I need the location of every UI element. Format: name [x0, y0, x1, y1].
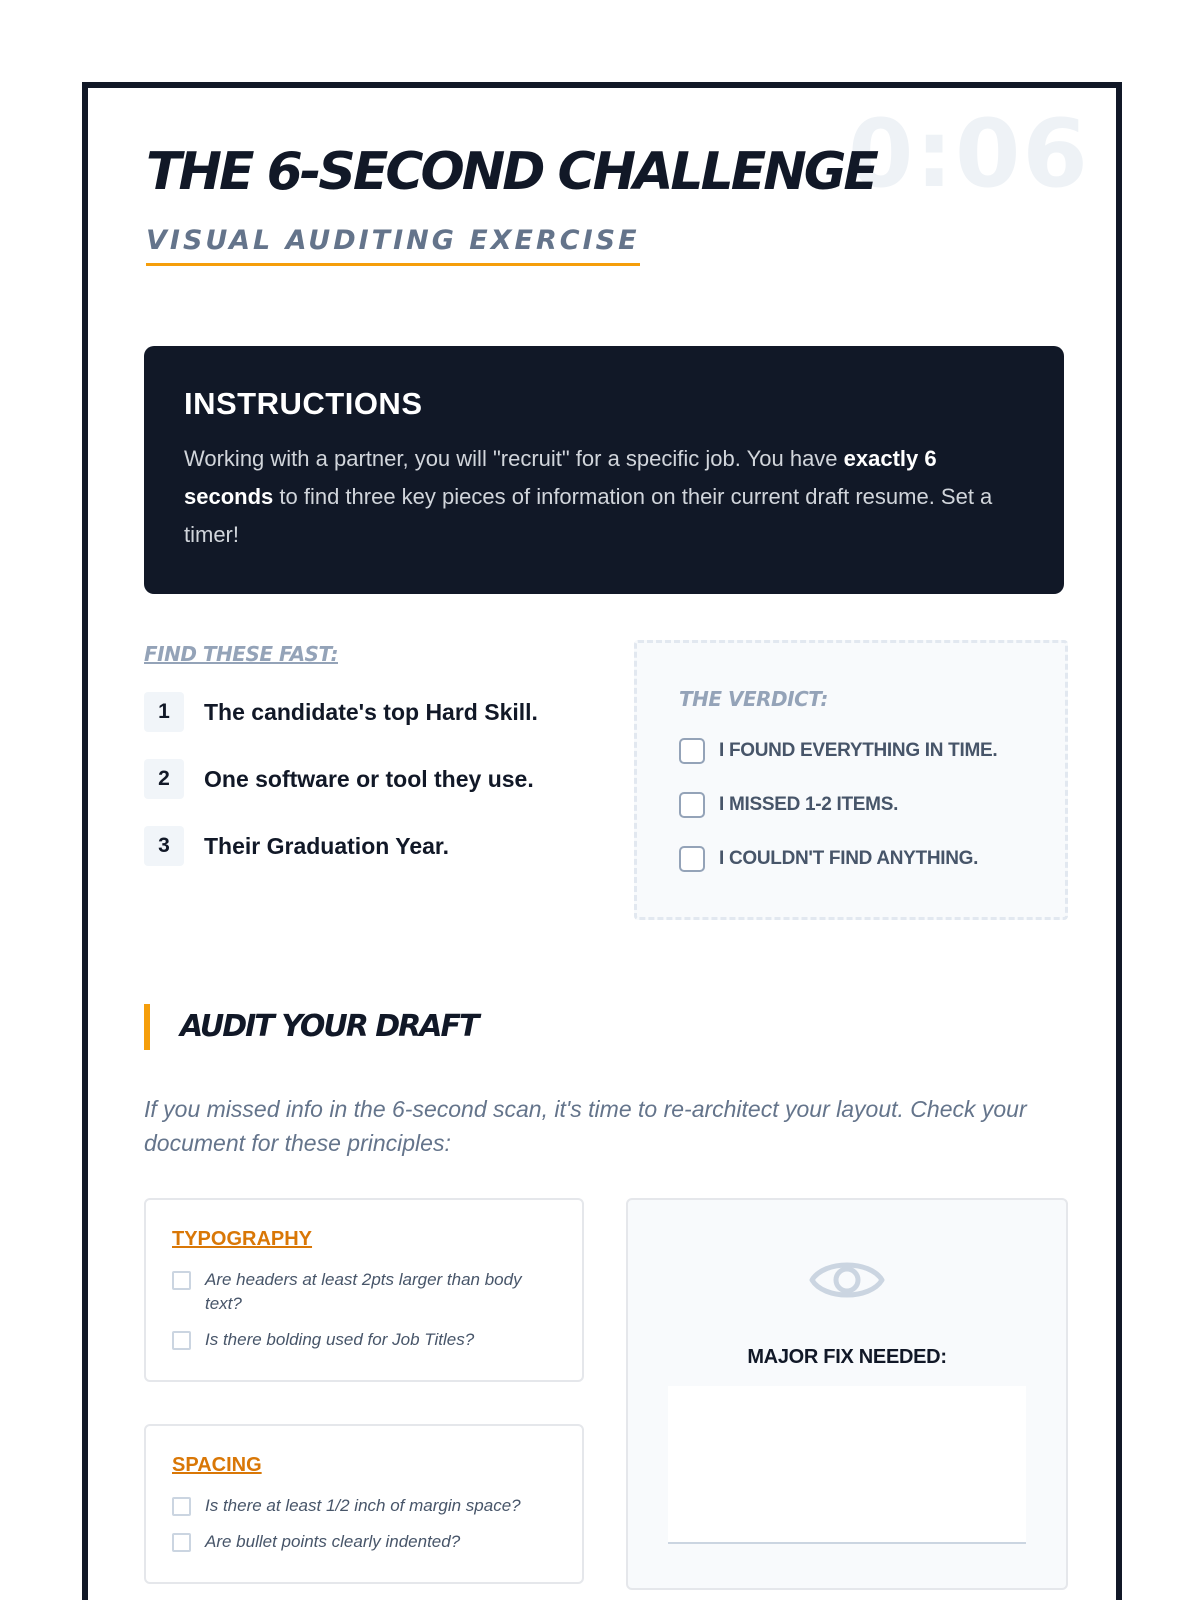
- audit-description: If you missed info in the 6-second scan, it's time to re-architect your layout. Check your document for these principles:: [144, 1096, 1027, 1156]
- timer-watermark: 0:06: [848, 100, 1090, 209]
- find-item: [144, 826, 584, 866]
- worksheet: [82, 82, 1122, 1600]
- find-item-text: One software or tool they use.: [204, 765, 534, 792]
- verdict-option[interactable]: [679, 845, 1065, 873]
- find-item-number: 1: [144, 692, 184, 732]
- find-item: [144, 692, 584, 732]
- major-fix-label: MAJOR FIX NEEDED:: [747, 1346, 947, 1368]
- verdict-checkbox[interactable]: [679, 846, 705, 872]
- verdict-option[interactable]: [679, 737, 1065, 765]
- verdict-heading: THE VERDICT:: [679, 687, 828, 711]
- typography-checkbox[interactable]: [172, 1331, 191, 1350]
- page-title: THE 6-SECOND CHALLENGE: [146, 142, 876, 202]
- instructions-text-start: Working with a partner, you will "recruit" for a specific job. You have: [184, 446, 844, 471]
- find-item-number: 3: [144, 826, 184, 866]
- spacing-check[interactable]: [172, 1494, 556, 1518]
- spacing-check[interactable]: [172, 1530, 556, 1554]
- verdict-option[interactable]: [679, 791, 1065, 819]
- instructions-text-bold: exactly 6 seconds: [184, 446, 937, 509]
- major-fix-input[interactable]: [668, 1386, 1026, 1544]
- page-subtitle: VISUAL AUDITING EXERCISE: [146, 224, 640, 266]
- find-heading: FIND THESE FAST:: [144, 642, 338, 666]
- spacing-checkbox[interactable]: [172, 1497, 191, 1516]
- verdict-panel: [634, 640, 1068, 920]
- instructions-text-end: to find three key pieces of information on their current draft resume. Set a timer!: [184, 484, 993, 547]
- instructions-heading: INSTRUCTIONS: [184, 386, 423, 421]
- verdict-option-label: I FOUND EVERYTHING IN TIME.: [719, 740, 998, 761]
- spacing-check-label: Is there at least 1/2 inch of margin space?: [205, 1496, 521, 1515]
- verdict-checkbox[interactable]: [679, 792, 705, 818]
- verdict-option-label: I COULDN'T FIND ANYTHING.: [719, 848, 979, 869]
- major-fix-card: [626, 1198, 1068, 1590]
- spacing-heading: SPACING: [172, 1454, 262, 1476]
- verdict-checkbox[interactable]: [679, 738, 705, 764]
- find-item-number: 2: [144, 759, 184, 799]
- find-item-text: The candidate's top Hard Skill.: [204, 698, 538, 725]
- typography-heading: TYPOGRAPHY: [172, 1228, 313, 1250]
- spacing-card: [144, 1424, 584, 1584]
- eye-icon: [808, 1252, 886, 1308]
- typography-card: [144, 1198, 584, 1382]
- find-list: [144, 692, 584, 893]
- instructions-panel: [144, 346, 1064, 594]
- instructions-text: [184, 440, 1024, 554]
- verdict-option-label: I MISSED 1-2 ITEMS.: [719, 794, 899, 815]
- spacing-check-label: Are bullet points clearly indented?: [205, 1532, 461, 1551]
- audit-heading: AUDIT YOUR DRAFT: [144, 1004, 477, 1050]
- typography-check[interactable]: [172, 1268, 556, 1316]
- typography-check-label: Are headers at least 2pts larger than body text?: [205, 1270, 522, 1313]
- typography-check[interactable]: [172, 1328, 556, 1352]
- typography-checkbox[interactable]: [172, 1271, 191, 1290]
- find-item-text: Their Graduation Year.: [204, 832, 449, 859]
- typography-check-label: Is there bolding used for Job Titles?: [205, 1330, 475, 1349]
- spacing-checkbox[interactable]: [172, 1533, 191, 1552]
- find-item: [144, 759, 584, 799]
